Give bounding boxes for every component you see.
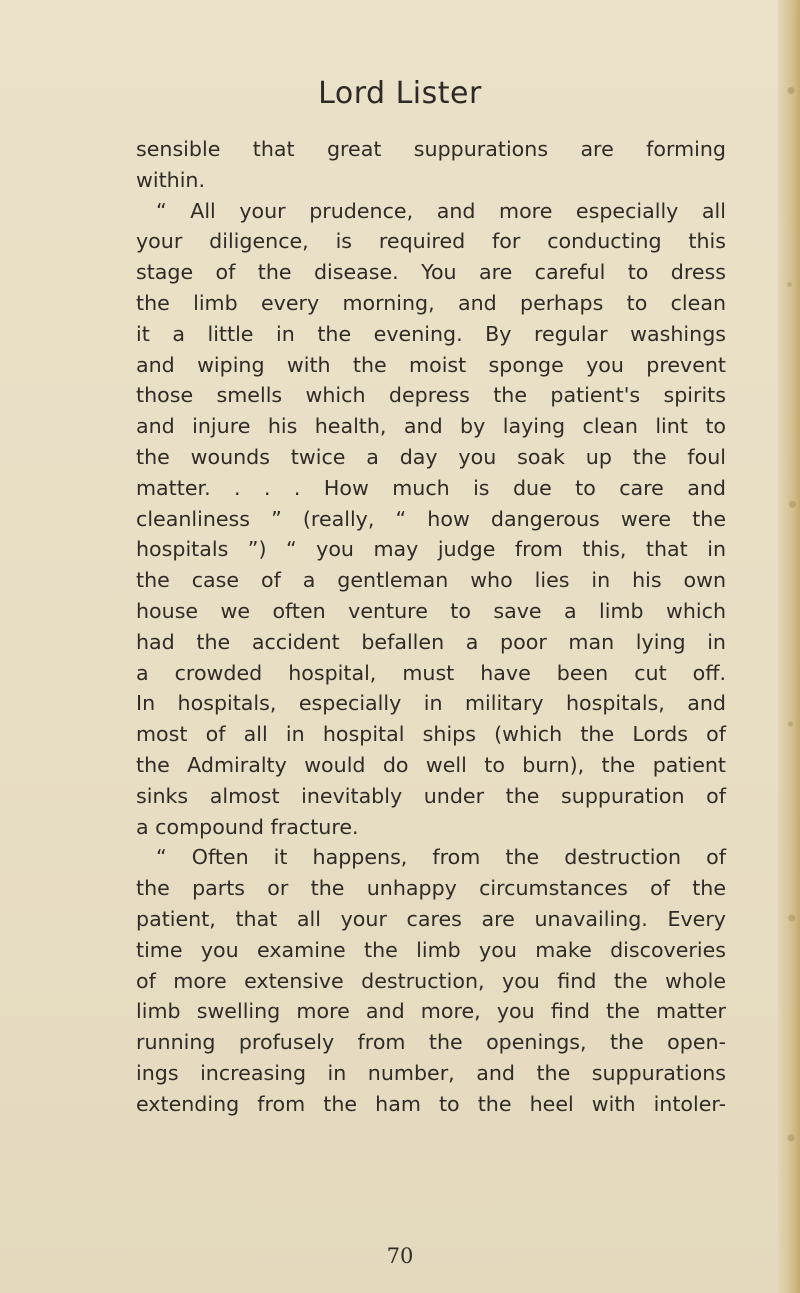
text-line: house we often venture to save a limb which [136,598,726,623]
text-line: running profusely from the openings, the open- [136,1030,726,1055]
text-line: sinks almost inevitably under the suppuration of [136,783,726,808]
text-line: cleanliness ” (really, “ how dangerous were the [136,506,726,531]
running-head: Lord Lister [318,76,482,111]
text-line: the wounds twice a day you soak up the foul [136,444,726,469]
text-line: extending from the ham to the heel with intoler- [136,1091,726,1116]
text-line: within. [136,167,206,192]
text-line: your diligence, is required for conducting this [136,229,726,254]
text-line: patient, that all your cares are unavailing. Every [136,906,726,931]
text-line: the parts or the unhappy circumstances of the [136,876,726,901]
text-line: had the accident befallen a poor man lying in [136,629,726,654]
text-line: and wiping with the moist sponge you prevent [136,352,726,377]
text-line: and injure his health, and by laying clean lint to [136,414,726,439]
body-text [136,134,726,1120]
text-line: the Admiralty would do well to burn), the patient [136,752,726,777]
text-line: “ Often it happens, from the destruction of [156,845,726,870]
text-line: the limb every morning, and perhaps to clean [136,290,726,315]
page-edge-foxing [784,0,798,1293]
text-line: of more extensive destruction, you find the whole [136,968,726,993]
text-line: “ All your prudence, and more especially all [156,198,726,223]
text-line: sensible that great suppurations are forming [136,137,726,161]
text-line: a crowded hospital, must have been cut off. [136,660,726,685]
text-line: the case of a gentleman who lies in his own [136,568,726,593]
text-line: ings increasing in number, and the suppurations [136,1060,726,1085]
text-line: hospitals ”) “ you may judge from this, that in [136,537,726,562]
text-line: stage of the disease. You are careful to dress [136,260,726,285]
text-line: limb swelling more and more, you find the matter [136,999,726,1024]
text-line: time you examine the limb you make discoveries [136,937,726,962]
text-line: most of all in hospital ships (which the Lords of [136,722,726,747]
text-line: it a little in the evening. By regular washings [136,321,726,346]
text-line: In hospitals, especially in military hospitals, and [136,691,726,716]
text-line: those smells which depress the patient's spirits [136,383,726,408]
text-line: a compound fracture. [136,814,359,839]
text-line: matter. . . . How much is due to care and [136,475,726,500]
page-number: 70 [386,1244,414,1268]
